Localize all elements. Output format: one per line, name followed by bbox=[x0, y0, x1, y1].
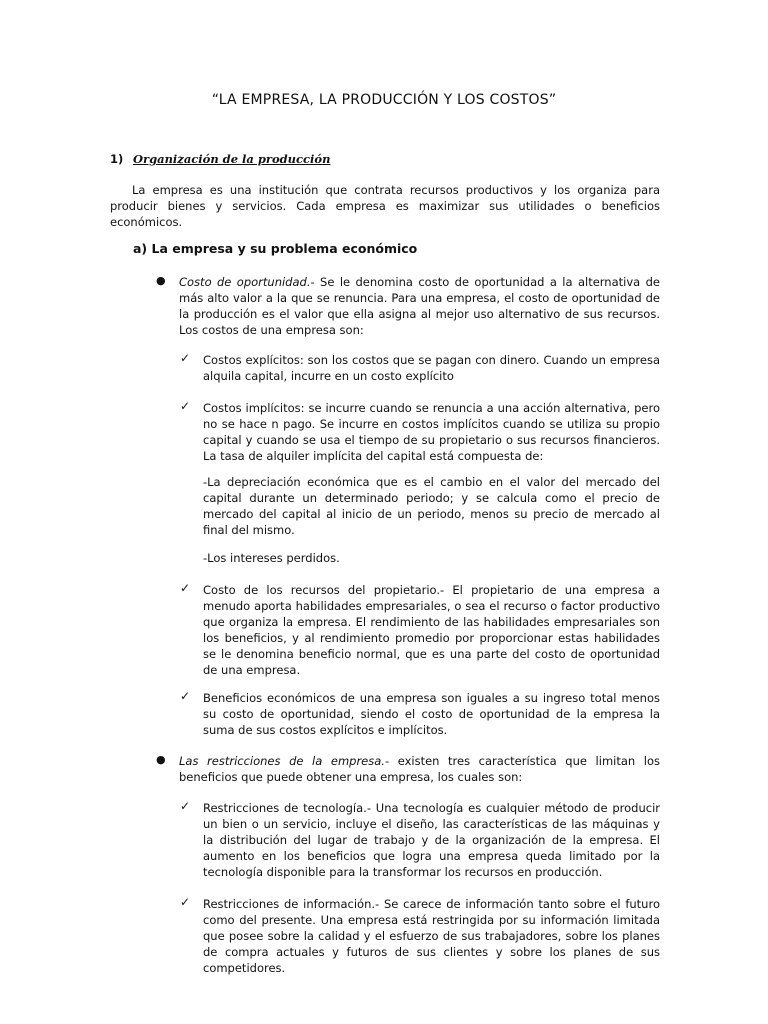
check-item-beneficios: Beneficios económicos de una empresa son iguales a su ingreso total menos su costo de oportunidad, siendo el costo de oportunidad de la empresa la suma de sus costos explícitos e implícitos. bbox=[203, 691, 660, 737]
bullet-body: - Se le denomina costo de oportunidad a la alternativa de más alto valor a la que se renuncia. Para una empresa, el costo de oportunidad de la producción es el valor que ella asigna al mejor uso alternativo de sus recursos. Los costos de una empresa son: bbox=[179, 275, 660, 337]
checkmark-icon: ✓ bbox=[180, 399, 191, 413]
bullet-paragraph-oportunidad bbox=[179, 274, 660, 338]
checkmark-icon: ✓ bbox=[180, 581, 191, 595]
bullet-icon: ● bbox=[156, 753, 166, 766]
section-number: 1) bbox=[110, 152, 124, 166]
intereses-paragraph: -Los intereses perdidos. bbox=[203, 551, 340, 565]
checkmark-icon: ✓ bbox=[180, 351, 191, 365]
bullet-paragraph-restricciones bbox=[179, 753, 660, 785]
checkmark-icon: ✓ bbox=[180, 689, 191, 703]
subsection-title: a) La empresa y su problema económico bbox=[133, 241, 418, 256]
bullet-lead: Costo de oportunidad. bbox=[179, 275, 311, 289]
check-item-informacion: Restricciones de información.- Se carece de información tanto sobre el futuro como del presente. Una empresa está restringida por su información limitada que posee sobre la calidad y el esfuerzo de sus trabajadores, sobre los planes de compra actuales y futuros de sus clientes y sobre los planes de sus competidores. bbox=[203, 897, 660, 975]
check-item-implicitos: Costos implícitos: se incurre cuando se renuncia a una acción alternativa, pero no se hace n pago. Se incurre en costos implícitos cuando se utiliza su propio capital y cuando se usa el tiempo de su propietario o sus recursos financieros. La tasa de alquiler implícita del capital está compuesta de: bbox=[203, 401, 660, 463]
check-item-tecnologia: Restricciones de tecnología.- Una tecnología es cualquier método de producir un bien o un servicio, incluye el diseño, las características de las máquinas y la distribución del lugar de trabajo y de la organización de la empresa. El aumento en los beneficios que logra una empresa queda limitado por la tecnología disponible para la transformar los recursos en producción. bbox=[203, 801, 660, 879]
checkmark-icon: ✓ bbox=[180, 895, 191, 909]
bullet-body: - existen tres característica que limitan los beneficios que puede obtener una empresa, los cuales son: bbox=[179, 754, 661, 784]
document-title: “LA EMPRESA, LA PRODUCCIÓN Y LOS COSTOS” bbox=[211, 92, 557, 108]
section-title: Organización de la producción bbox=[133, 152, 331, 166]
check-item-propietario: Costo de los recursos del propietario.- El propietario de una empresa a menudo aporta habilidades empresariales, o sea el recurso o factor productivo que organiza la empresa. El rendimiento de las habilidades empresariales son los beneficios, y al rendimiento promedio por proporcionar estas habilidades se le denomina beneficio normal, que es una parte del costo de oportunidad de una empresa. bbox=[203, 583, 660, 677]
check-item-explicitos: Costos explícitos: son los costos que se pagan con dinero. Cuando un empresa alquila capital, incurre en un costo explícito bbox=[203, 353, 660, 383]
bullet-lead: Las restricciones de la empresa. bbox=[179, 754, 385, 768]
checkmark-icon: ✓ bbox=[180, 799, 191, 813]
depreciacion-paragraph: -La depreciación económica que es el cambio en el valor del mercado del capital durante un determinado periodo; y se calcula como el precio de mercado del capital al inicio de un periodo, menos su precio de mercado al final del mismo. bbox=[203, 475, 660, 537]
intro-paragraph: La empresa es una institución que contrata recursos productivos y los organiza para producir bienes y servicios. Cada empresa es maximizar sus utilidades o beneficios económicos. bbox=[110, 183, 660, 229]
bullet-icon: ● bbox=[156, 274, 166, 287]
